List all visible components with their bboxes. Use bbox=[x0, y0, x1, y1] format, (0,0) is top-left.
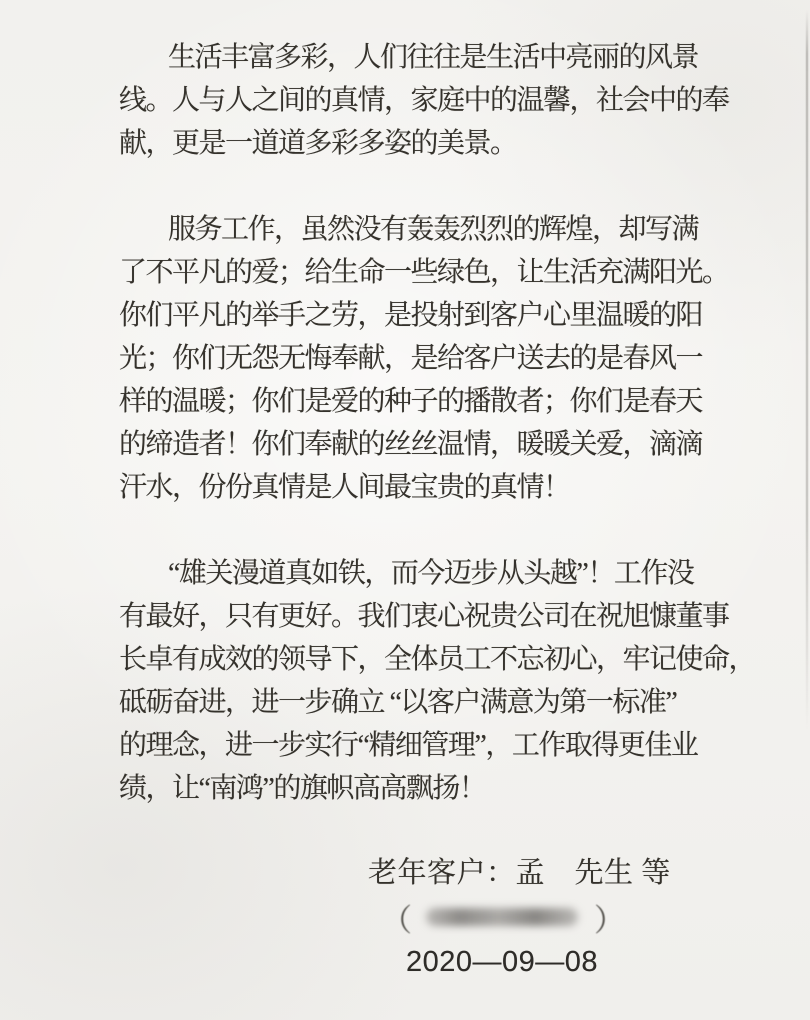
paragraph-1 bbox=[119, 36, 784, 165]
scan-edge-shadow bbox=[806, 10, 808, 730]
text-line: “雄关漫道真如铁，而今迈步从头越”！工作没 bbox=[168, 558, 694, 589]
text-line: 生活丰富多彩，人们往往是生活中亮丽的风景 bbox=[168, 42, 699, 73]
close-paren: ） bbox=[594, 902, 625, 938]
text-line: 线。人与人之间的真情，家庭中的温馨，社会中的奉 bbox=[119, 85, 729, 116]
paragraph-3 bbox=[119, 552, 784, 810]
text-line: 的理念，进一步实行“精细管理”，工作取得更佳业 bbox=[119, 730, 698, 761]
text-line: 汗水，份份真情是人间最宝贵的真情！ bbox=[119, 472, 570, 503]
text-line: 的缔造者！你们奉献的丝丝温情，暖暖关爱，滴滴 bbox=[119, 429, 703, 460]
text-line: 长卓有成效的领导下，全体员工不忘初心，牢记使命， bbox=[119, 644, 756, 675]
signature-signer-line: 老年客户：孟 先生 等 bbox=[368, 857, 671, 889]
paragraph-2 bbox=[119, 208, 784, 509]
text-line: 献，更是一道道多彩多姿的美景。 bbox=[119, 128, 517, 159]
redacted-phone-number bbox=[426, 908, 578, 926]
text-line: 你们平凡的举手之劳，是投射到客户心里温暖的阳 bbox=[119, 300, 703, 331]
text-line: 绩，让“南鸿”的旗帜高高飘扬！ bbox=[119, 773, 486, 804]
text-line: 有最好，只有更好。我们衷心祝贵公司在祝旭慷董事 bbox=[119, 601, 729, 632]
signature-phone-line bbox=[381, 896, 625, 938]
text-line: 砥砺奋进，进一步确立 “以客户满意为第一标准” bbox=[119, 687, 677, 718]
text-line: 样的温暖；你们是爱的种子的播散者；你们是春天 bbox=[119, 386, 703, 417]
text-line: 服务工作，虽然没有轰轰烈烈的辉煌，却写满 bbox=[168, 214, 699, 245]
signature-date: 2020—09—08 bbox=[406, 946, 599, 978]
text-line: 光；你们无怨无悔奉献，是给客户送去的是春风一 bbox=[119, 343, 703, 374]
open-paren: （ bbox=[381, 902, 412, 938]
text-line: 了不平凡的爱；给生命一些绿色，让生活充满阳光。 bbox=[119, 257, 729, 288]
